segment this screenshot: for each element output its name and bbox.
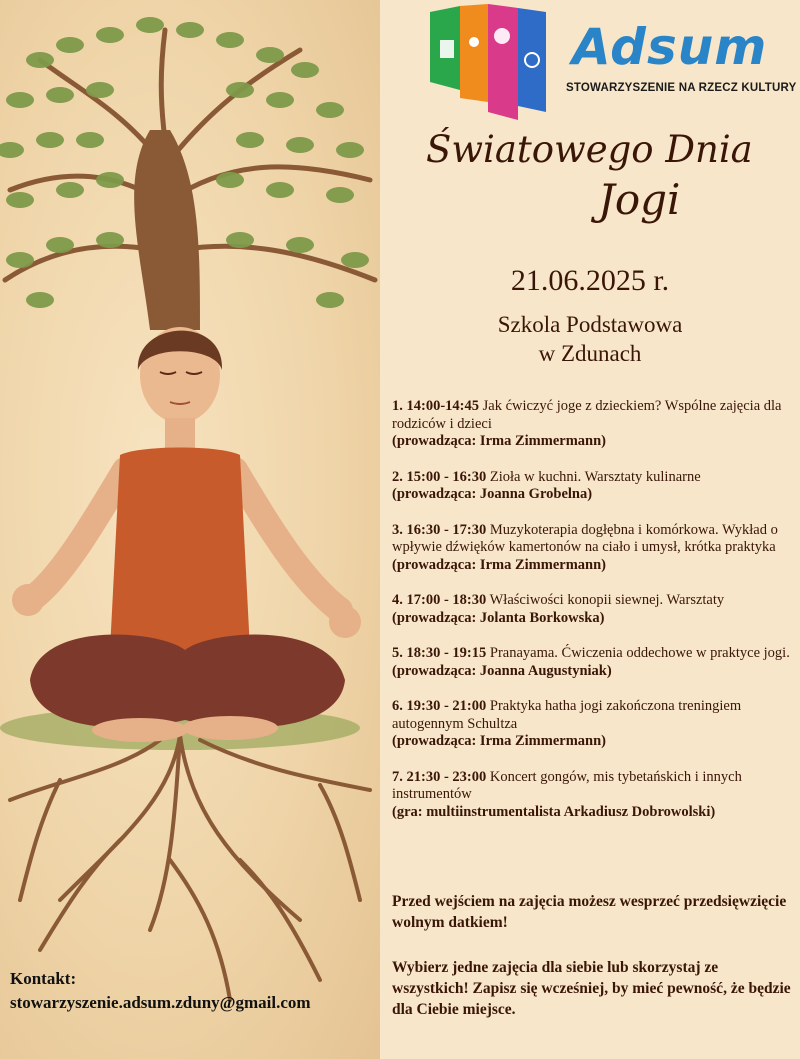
- event-venue: [380, 310, 800, 368]
- brand-subtitle: STOWARZYSZENIE NA RZECZ KULTURY: [566, 82, 797, 94]
- schedule-list: [392, 398, 794, 839]
- schedule-item: 1. 14:00-14:45 Jak ćwiczyć joge z dzieckiem? Wspólne zajęcia dla rodziców i dzieci (prowadząca: Irma Zimmermann): [392, 398, 782, 449]
- yoga-tree-illustration: [0, 0, 380, 1059]
- contact-label: Kontakt:: [10, 969, 77, 988]
- tree-trunk: [134, 130, 200, 330]
- event-title-line1: Światowego Dnia: [426, 128, 753, 171]
- venue-line2: w Zdunach: [538, 341, 642, 366]
- pants: [30, 635, 345, 728]
- donation-note: Przed wejściem na zajęcia możesz wesprzeć przedsięwzięcie wolnym datkiem!: [392, 893, 787, 931]
- schedule-item: 3. 16:30 - 17:30 Muzykoterapia dogłębna i komórkowa. Wykład o wpływie dźwięków kamertonów na ciało i umysł, krótka praktyka (prowadząca: Irma Zimmermann): [392, 521, 778, 573]
- contact-block: [10, 967, 311, 1015]
- schedule-item: 6. 19:30 - 21:00 Praktyka hatha jogi zakończona treningiem autogennym Schultza (prowadząca: Irma Zimmermann): [392, 698, 742, 749]
- schedule-item: 5. 18:30 - 19:15 Pranayama. Ćwiczenia oddechowe w praktyce jogi. (prowadząca: Joanna Augustyniak): [392, 645, 790, 679]
- contact-email[interactable]: stowarzyszenie.adsum.zduny@gmail.com: [10, 993, 311, 1012]
- event-date: 21.06.2025 r.: [510, 264, 670, 297]
- roots: [10, 735, 370, 1000]
- schedule-item: 4. 17:00 - 18:30 Właściwości konopii siewnej. Warsztaty (prowadząca: Jolanta Borkowska): [392, 592, 725, 626]
- brand-name: Adsum: [572, 18, 768, 76]
- venue-line1: Szkola Podstawowa: [497, 312, 683, 337]
- illustration-panel: [0, 0, 380, 1059]
- tank-top: [110, 448, 250, 651]
- closing-note: Wybierz jedne zajęcia dla siebie lub skorzystaj ze wszystkich! Zapisz się wcześniej, by mieć pewność, że będzie dla Ciebie miejsce.: [392, 959, 791, 1018]
- schedule-item: 2. 15:00 - 16:30 Zioła w kuchni. Warsztaty kulinarne (prowadząca: Joanna Grobelna): [392, 468, 701, 502]
- event-title-line2: Jogi: [598, 175, 681, 224]
- schedule-item: 7. 21:30 - 23:00 Koncert gongów, mis tybetańskich i innych instrumentów (gra: multiinstrumentalista Arkadiusz Dobrowolski): [392, 768, 742, 820]
